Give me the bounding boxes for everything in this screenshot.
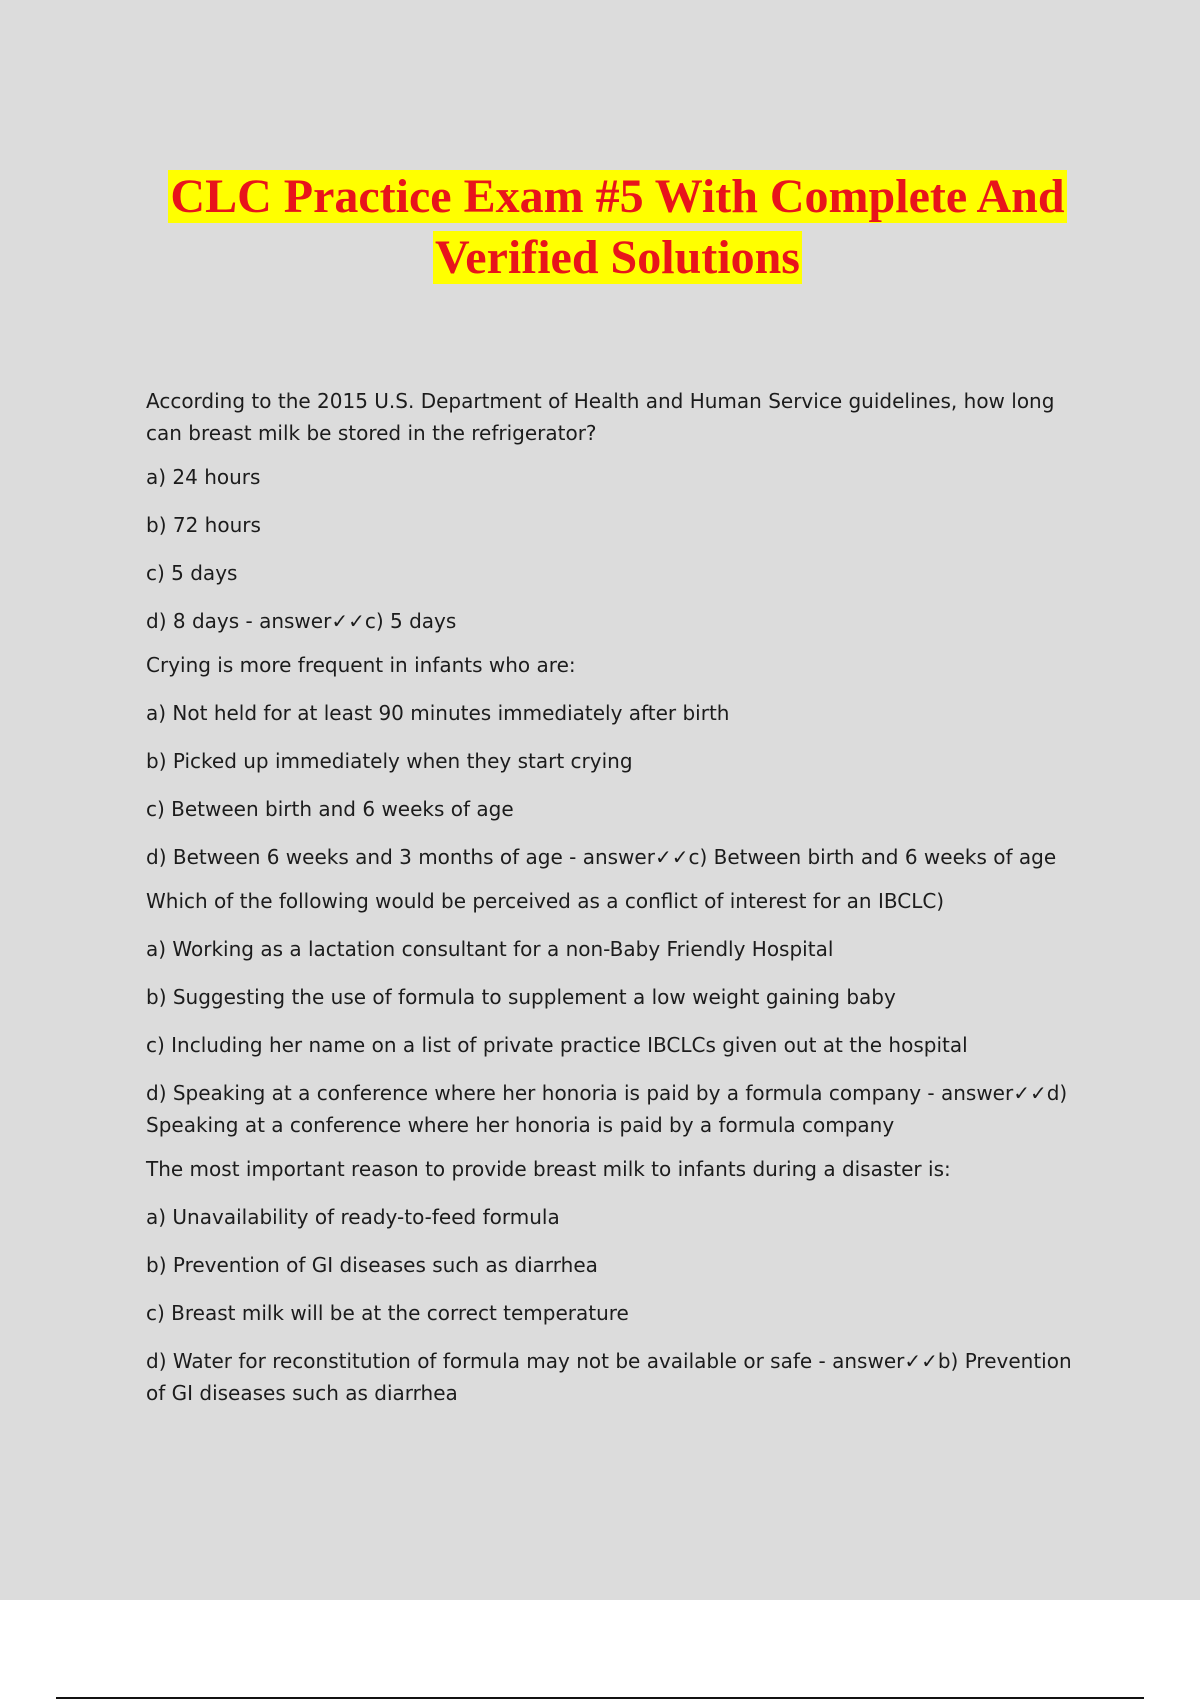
option-b: b) Prevention of GI diseases such as diarrhea [146,1253,598,1277]
option-c: c) Between birth and 6 weeks of age [146,797,514,821]
question-block-3 [146,885,1086,1141]
option-a: a) Working as a lactation consultant for a non-Baby Friendly Hospital [146,937,834,961]
question-block-2 [146,649,1086,873]
question-text: Which of the following would be perceived as a conflict of interest for an IBCLC) [146,889,945,913]
option-c: c) Including her name on a list of private practice IBCLCs given out at the hospital [146,1033,968,1057]
option-c: c) 5 days [146,561,238,585]
option-b: b) Suggesting the use of formula to supplement a low weight gaining baby [146,985,896,1009]
question-block-1 [146,385,1086,637]
question-list [146,385,1086,1425]
question-text: The most important reason to provide breast milk to infants during a disaster is: [146,1157,951,1181]
option-a: a) Not held for at least 90 minutes immediately after birth [146,701,730,725]
option-d-answer: d) Water for reconstitution of formula may not be available or safe - answer✓✓b) Prevention of GI diseases such as diarrhea [146,1349,1072,1405]
option-d-answer: d) 8 days - answer✓✓c) 5 days [146,609,457,633]
option-c: c) Breast milk will be at the correct temperature [146,1301,629,1325]
title-line-1: CLC Practice Exam #5 With Complete And [170,170,1065,223]
option-b: b) 72 hours [146,513,261,537]
document-title [100,166,1135,288]
question-block-4 [146,1153,1086,1409]
option-a: a) 24 hours [146,465,261,489]
option-a: a) Unavailability of ready-to-feed formula [146,1205,560,1229]
footer-divider [56,1697,1144,1699]
question-text: According to the 2015 U.S. Department of Health and Human Service guidelines, how long can breast milk be stored in the refrigerator? [146,389,1055,445]
title-line-2: Verified Solutions [435,231,800,284]
option-d-answer: d) Between 6 weeks and 3 months of age - answer✓✓c) Between birth and 6 weeks of age [146,845,1057,869]
option-b: b) Picked up immediately when they start crying [146,749,633,773]
option-d-answer: d) Speaking at a conference where her honoria is paid by a formula company - answer✓✓d) Speaking at a conference where her honoria is paid by a formula company [146,1081,1068,1137]
question-text: Crying is more frequent in infants who are: [146,653,576,677]
